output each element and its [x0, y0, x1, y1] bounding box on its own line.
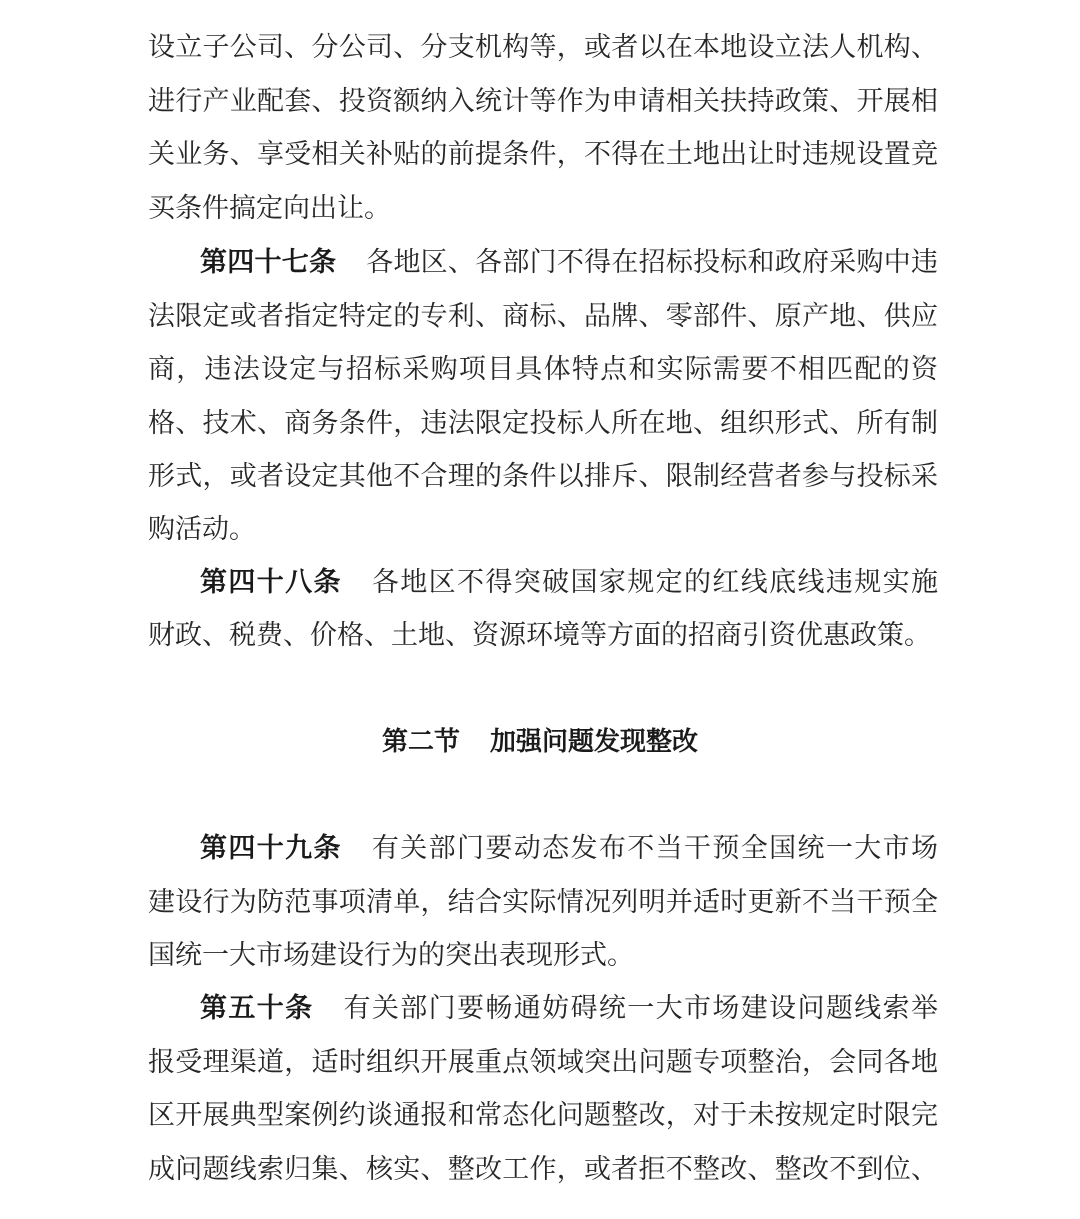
article-50-first-line — [200, 989, 938, 1029]
paragraph-line: 形式，或者设定其他不合理的条件以排斥、限制经营者参与投标采 — [148, 461, 938, 492]
article-49-first-line — [200, 829, 938, 869]
paragraph-line: 报受理渠道，适时组织开展重点领域突出问题专项整治，会同各地 — [148, 1047, 938, 1078]
paragraph-line: 法限定或者指定特定的专利、商标、品牌、零部件、原产地、供应 — [148, 301, 938, 332]
section-title-text: 加强问题发现整改 — [490, 727, 699, 757]
paragraph-line: 购活动。 — [148, 514, 256, 545]
paragraph-line: 买条件搞定向出让。 — [148, 193, 391, 224]
article-47-first-line — [200, 243, 938, 283]
paragraph-line: 商，违法设定与招标采购项目具体特点和实际需要不相匹配的资 — [148, 354, 938, 385]
article-number: 第四十九条 — [200, 833, 342, 864]
article-number: 第四十八条 — [200, 567, 342, 598]
paragraph-line: 成问题线索归集、核实、整改工作，或者拒不整改、整改不到位、 — [148, 1154, 938, 1185]
article-48-first-line — [200, 563, 938, 603]
paragraph-line: 财政、税费、价格、土地、资源环境等方面的招商引资优惠政策。 — [148, 620, 931, 651]
article-text: 各地区不得突破国家规定的红线底线违规实施 — [371, 567, 938, 598]
paragraph-line: 进行产业配套、投资额纳入统计等作为申请相关扶持政策、开展相 — [148, 86, 938, 117]
paragraph-line: 设立子公司、分公司、分支机构等，或者以在本地设立法人机构、 — [148, 32, 938, 63]
section-number: 第二节 — [381, 727, 460, 757]
article-text: 各地区、各部门不得在招标投标和政府采购中违 — [366, 247, 939, 278]
paragraph-line: 区开展典型案例约谈通报和常态化问题整改，对于未按规定时限完 — [148, 1100, 938, 1131]
paragraph-line: 建设行为防范事项清单，结合实际情况列明并适时更新不当干预全 — [148, 887, 938, 918]
paragraph-line: 格、技术、商务条件，违法限定投标人所在地、组织形式、所有制 — [148, 408, 938, 439]
article-number: 第五十条 — [200, 993, 314, 1024]
paragraph-line: 国统一大市场建设行为的突出表现形式。 — [148, 940, 634, 971]
section-heading — [0, 722, 1080, 762]
article-text: 有关部门要畅通妨碍统一大市场建设问题线索举 — [343, 993, 938, 1024]
article-number: 第四十七条 — [200, 247, 337, 278]
article-text: 有关部门要动态发布不当干预全国统一大市场 — [371, 833, 938, 864]
paragraph-line: 关业务、享受相关补贴的前提条件，不得在土地出让时违规设置竞 — [148, 139, 938, 170]
